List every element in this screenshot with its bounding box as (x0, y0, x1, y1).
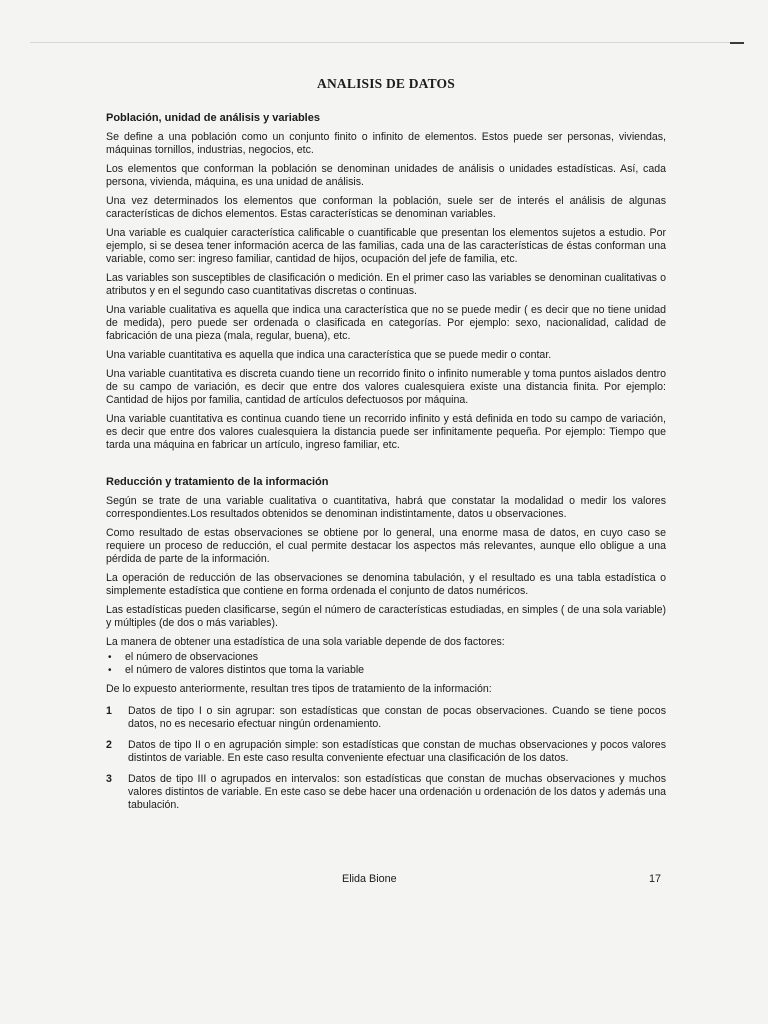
paragraph: Una variable cualitativa es aquella que indica una característica que no se puede medir ( es decir que no tiene unidad de medida), pero puede ser ordenada o clasificada en categorías. Por ejemplo: sexo, nacionalidad, calidad de fabricación de una pieza (mala, regular, buena), etc. (106, 304, 666, 342)
factor-list (106, 651, 666, 677)
bullet-icon: • (108, 652, 112, 663)
section-heading: Reducción y tratamiento de la información (106, 476, 329, 488)
footer-author: Elida Bione (342, 873, 397, 885)
section-reduccion (106, 476, 666, 812)
list-item (106, 651, 666, 664)
paragraph: Las variables son susceptibles de clasificación o medición. En el primer caso las variables se denominan cualitativas o atributos y en el segundo caso cuantitativas discretas o continuas. (106, 272, 666, 297)
scan-mark (730, 42, 744, 44)
paragraph: Una variable cuantitativa es continua cuando tiene un recorrido infinito y está definida en todo su campo de variación, es decir que entre dos valores cualesquiera la distancia puede ser infinitamente pequeña. Por ejemplo: Tiempo que tarda una máquina en fabricar un artículo, ingreso familiar, etc. (106, 413, 666, 451)
document-title: ANALISIS DE DATOS (317, 76, 455, 91)
paragraph: Una variable cuantitativa es aquella que indica una característica que se puede medir o contar. (106, 349, 552, 361)
paragraph: Como resultado de estas observaciones se obtiene por lo general, una enorme masa de datos, en cuyo caso se requiere un proceso de reducción, el cual permite destacar los aspectos más relevantes, aunque ello obligue a una pérdida de parte de la información. (106, 527, 666, 565)
paragraph: Una variable es cualquier característica calificable o cuantificable que presentan los elementos sujetos a estudio. Por ejemplo, si se desea tener información acerca de las familias, cada una de las características de éstas conforman una variable, como ser: ingreso familiar, cantidad de hijos, ocupación del jefe de familia, etc. (106, 227, 666, 265)
paragraph: Una variable cuantitativa es discreta cuando tiene un recorrido finito o infinito numerable y toma puntos aislados dentro de su campo de variación, es decir que entre dos valores cualesquiera existe una distancia finita. Por ejemplo: Cantidad de hijos por familia, cantidad de artículos defectuosos por máquina. (106, 368, 666, 406)
list-item (106, 773, 666, 812)
section-poblacion (106, 112, 666, 452)
list-item-text: Datos de tipo I o sin agrupar: son estadísticas que constan de pocas observaciones. Cuando se tiene pocos datos, no es necesario efectuar ningún ordenamiento. (128, 705, 666, 730)
paragraph: Se define a una población como un conjunto finito o infinito de elementos. Estos puede ser personas, viviendas, máquinas tornillos, industrias, negocios, etc. (106, 131, 666, 156)
paragraph: La manera de obtener una estadística de una sola variable depende de dos factores: (106, 636, 505, 648)
paragraph: La operación de reducción de las observaciones se denomina tabulación, y el resultado es una tabla estadística o simplemente estadística que contiene en forma ordenada el conjunto de datos numéricos. (106, 572, 666, 597)
paragraph: De lo expuesto anteriormente, resultan tres tipos de tratamiento de la información: (106, 683, 492, 695)
paragraph: Los elementos que conforman la población se denominan unidades de análisis o unidades estadísticas. Así, cada persona, vivienda, máquina, es una unidad de análisis. (106, 163, 666, 188)
page-number: 17 (648, 873, 661, 885)
treatment-types-list (106, 705, 666, 812)
list-item-text: el número de valores distintos que toma la variable (125, 664, 365, 676)
bullet-icon: • (108, 665, 112, 676)
paragraph: Una vez determinados los elementos que conforman la población, suele ser de interés el análisis de algunas características de dichos elementos. Estas características se denominan variables. (106, 195, 666, 220)
list-number: 3 (106, 773, 112, 785)
paragraph: Las estadísticas pueden clasificarse, según el número de características estudiadas, en simples ( de una sola variable) y múltiples (de dos o más variables). (106, 604, 666, 629)
list-item (106, 739, 666, 765)
list-item-text: Datos de tipo III o agrupados en intervalos: son estadísticas que constan de muchas observaciones y muchos valores distintos de variable. En este caso se debe hacer una ordenación u ordenación de los datos y además una tabulación. (128, 773, 666, 811)
list-item (106, 705, 666, 731)
document-page (106, 76, 666, 820)
list-number: 2 (106, 739, 112, 751)
section-heading: Población, unidad de análisis y variables (106, 112, 320, 124)
list-item-text: Datos de tipo II o en agrupación simple: son estadísticas que constan de muchas observaciones y pocos valores distintos de variable. En este caso resulta conveniente efectuar una clasificación de los datos. (128, 739, 666, 764)
list-item-text: el número de observaciones (125, 651, 259, 663)
paragraph: Según se trate de una variable cualitativa o cuantitativa, habrá que constatar la modalidad o medir los valores correspondientes.Los resultados obtenidos se denominan indistintamente, datos u observaciones. (106, 495, 666, 520)
list-item (106, 664, 666, 677)
list-number: 1 (106, 705, 112, 717)
scan-edge-line (30, 42, 740, 43)
